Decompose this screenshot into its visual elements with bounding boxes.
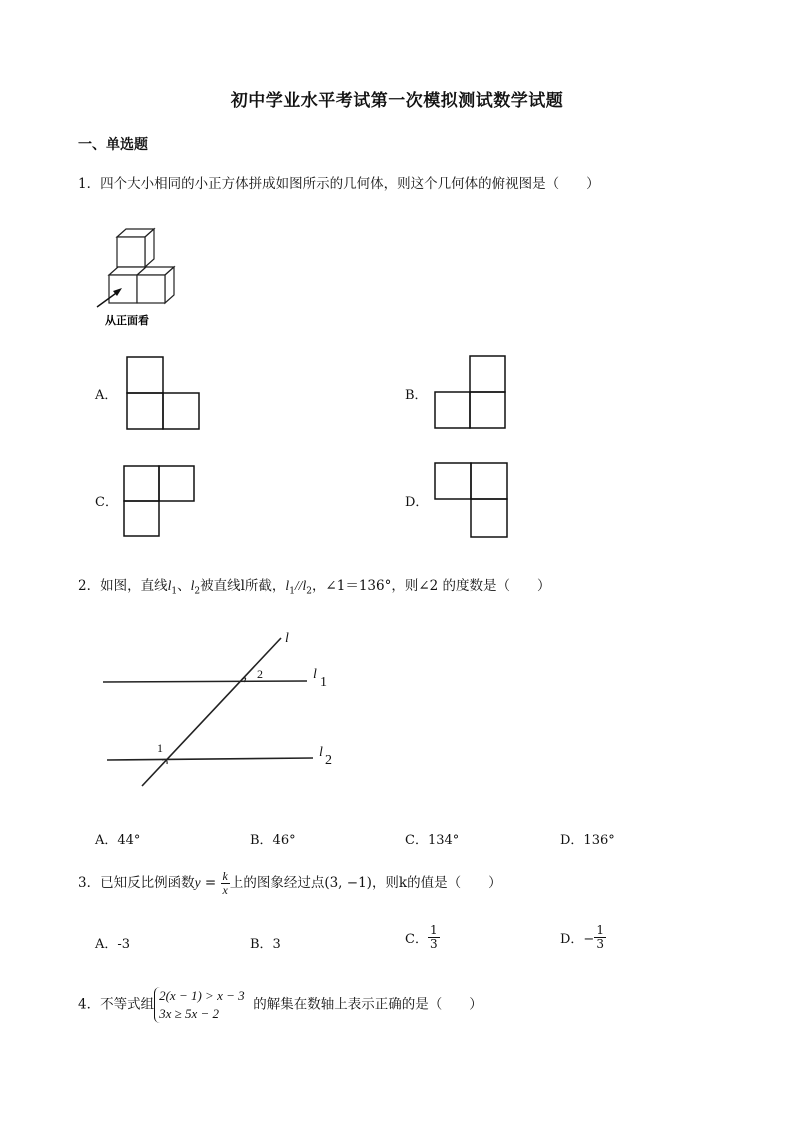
q3-point: (3, −1) — [324, 875, 372, 891]
q4-line-1: 2(x − 1) > x − 3 — [159, 987, 245, 1003]
q1-option-a-label[interactable]: A． — [95, 388, 118, 403]
q2-parallel-lines-figure — [95, 628, 345, 793]
q2-fig-label-l2-sub: 2 — [325, 753, 332, 768]
q1-option-d-label[interactable]: D． — [405, 495, 429, 510]
q3-option-c-num: 1 — [429, 923, 438, 937]
q3-option-d-fraction — [594, 924, 606, 951]
q4-prefix: 4．不等式组 — [78, 996, 155, 1013]
section-heading: 一、单选题 — [78, 137, 148, 153]
q3-suffix: ，则k的值是（ ） — [371, 875, 502, 891]
q3-option-d-num: 1 — [596, 923, 604, 937]
q1-option-c-label[interactable]: C． — [95, 495, 118, 510]
q2-l1-b: l — [285, 578, 290, 593]
q3-option-c-den: 3 — [429, 937, 438, 951]
q2-fig-label-l1: l — [313, 667, 317, 682]
q1-option-d-figure[interactable] — [433, 461, 511, 541]
q1-cube-figure — [95, 225, 185, 330]
q2-prefix: 2．如图，直线 — [78, 578, 168, 594]
q3-func-fraction — [221, 870, 230, 897]
q2-l2-sub: 2 — [194, 586, 201, 597]
question-4-text — [78, 984, 483, 1025]
q3-option-d-den: 3 — [596, 937, 604, 951]
q2-l2: l — [190, 578, 195, 593]
page-title: 初中学业水平考试第一次模拟测试数学试题 — [230, 91, 564, 111]
q3-func-y: y — [194, 875, 201, 890]
question-2-text — [78, 576, 551, 602]
q2-mid1: 、 — [177, 578, 191, 594]
q4-suffix: 的解集在数轴上表示正确的是（ ） — [253, 996, 483, 1013]
q3-func-den: x — [222, 883, 228, 897]
q2-mid2: 被直线l所截， — [200, 578, 286, 594]
q3-prefix: 3．已知反比例函数 — [78, 875, 195, 891]
q2-l1-sub: 1 — [171, 586, 178, 597]
question-3-text — [78, 868, 502, 898]
question-1-text: 1．四个大小相同的小正方体拼成如图所示的几何体，则这个几何体的俯视图是（ ） — [78, 176, 600, 192]
q1-option-b-figure[interactable] — [434, 355, 508, 431]
q2-l1-b-sub: 1 — [289, 586, 295, 597]
q2-parallel: // — [294, 578, 303, 593]
q3-option-c[interactable] — [405, 924, 440, 951]
q4-inequality-system — [154, 987, 245, 1023]
q2-l2-b: l — [302, 578, 307, 593]
q3-option-b[interactable]: B．3 — [250, 937, 281, 952]
q2-option-d[interactable]: D．136° — [560, 833, 615, 848]
q3-option-c-fraction — [428, 924, 440, 951]
q2-option-c[interactable]: C．134° — [405, 833, 460, 848]
q2-fig-label-l2: l — [319, 745, 323, 760]
q3-option-a[interactable]: A．-3 — [95, 937, 131, 952]
q3-func-num: k — [222, 869, 228, 883]
q2-option-b[interactable]: B．46° — [250, 833, 296, 848]
q2-l2-b-sub: 2 — [306, 586, 312, 597]
q1-option-c-figure[interactable] — [123, 465, 197, 539]
q2-fig-label-l1-sub: 1 — [320, 675, 327, 690]
q2-mid3: ，∠1＝136°，则∠2 的度数是（ ） — [311, 578, 551, 594]
q3-option-d[interactable] — [560, 924, 606, 951]
q2-fig-label-l: l — [285, 631, 289, 646]
q2-fig-angle-2: 2 — [257, 667, 263, 681]
q2-l1: l — [167, 578, 172, 593]
q4-line-2: 3x ≥ 5x − 2 — [159, 1005, 220, 1021]
q1-figure-label: 从正面看 — [105, 314, 149, 327]
q3-eq: = — [200, 875, 221, 891]
q2-option-a[interactable]: A．44° — [95, 833, 141, 848]
q3-mid: 上的图象经过点 — [229, 875, 325, 891]
q1-option-b-label[interactable]: B． — [405, 388, 428, 403]
q2-fig-angle-1: 1 — [157, 741, 163, 755]
q3-option-d-label: D．− — [560, 932, 595, 947]
q1-option-a-figure[interactable] — [126, 356, 202, 432]
q3-option-c-label: C． — [405, 932, 428, 947]
